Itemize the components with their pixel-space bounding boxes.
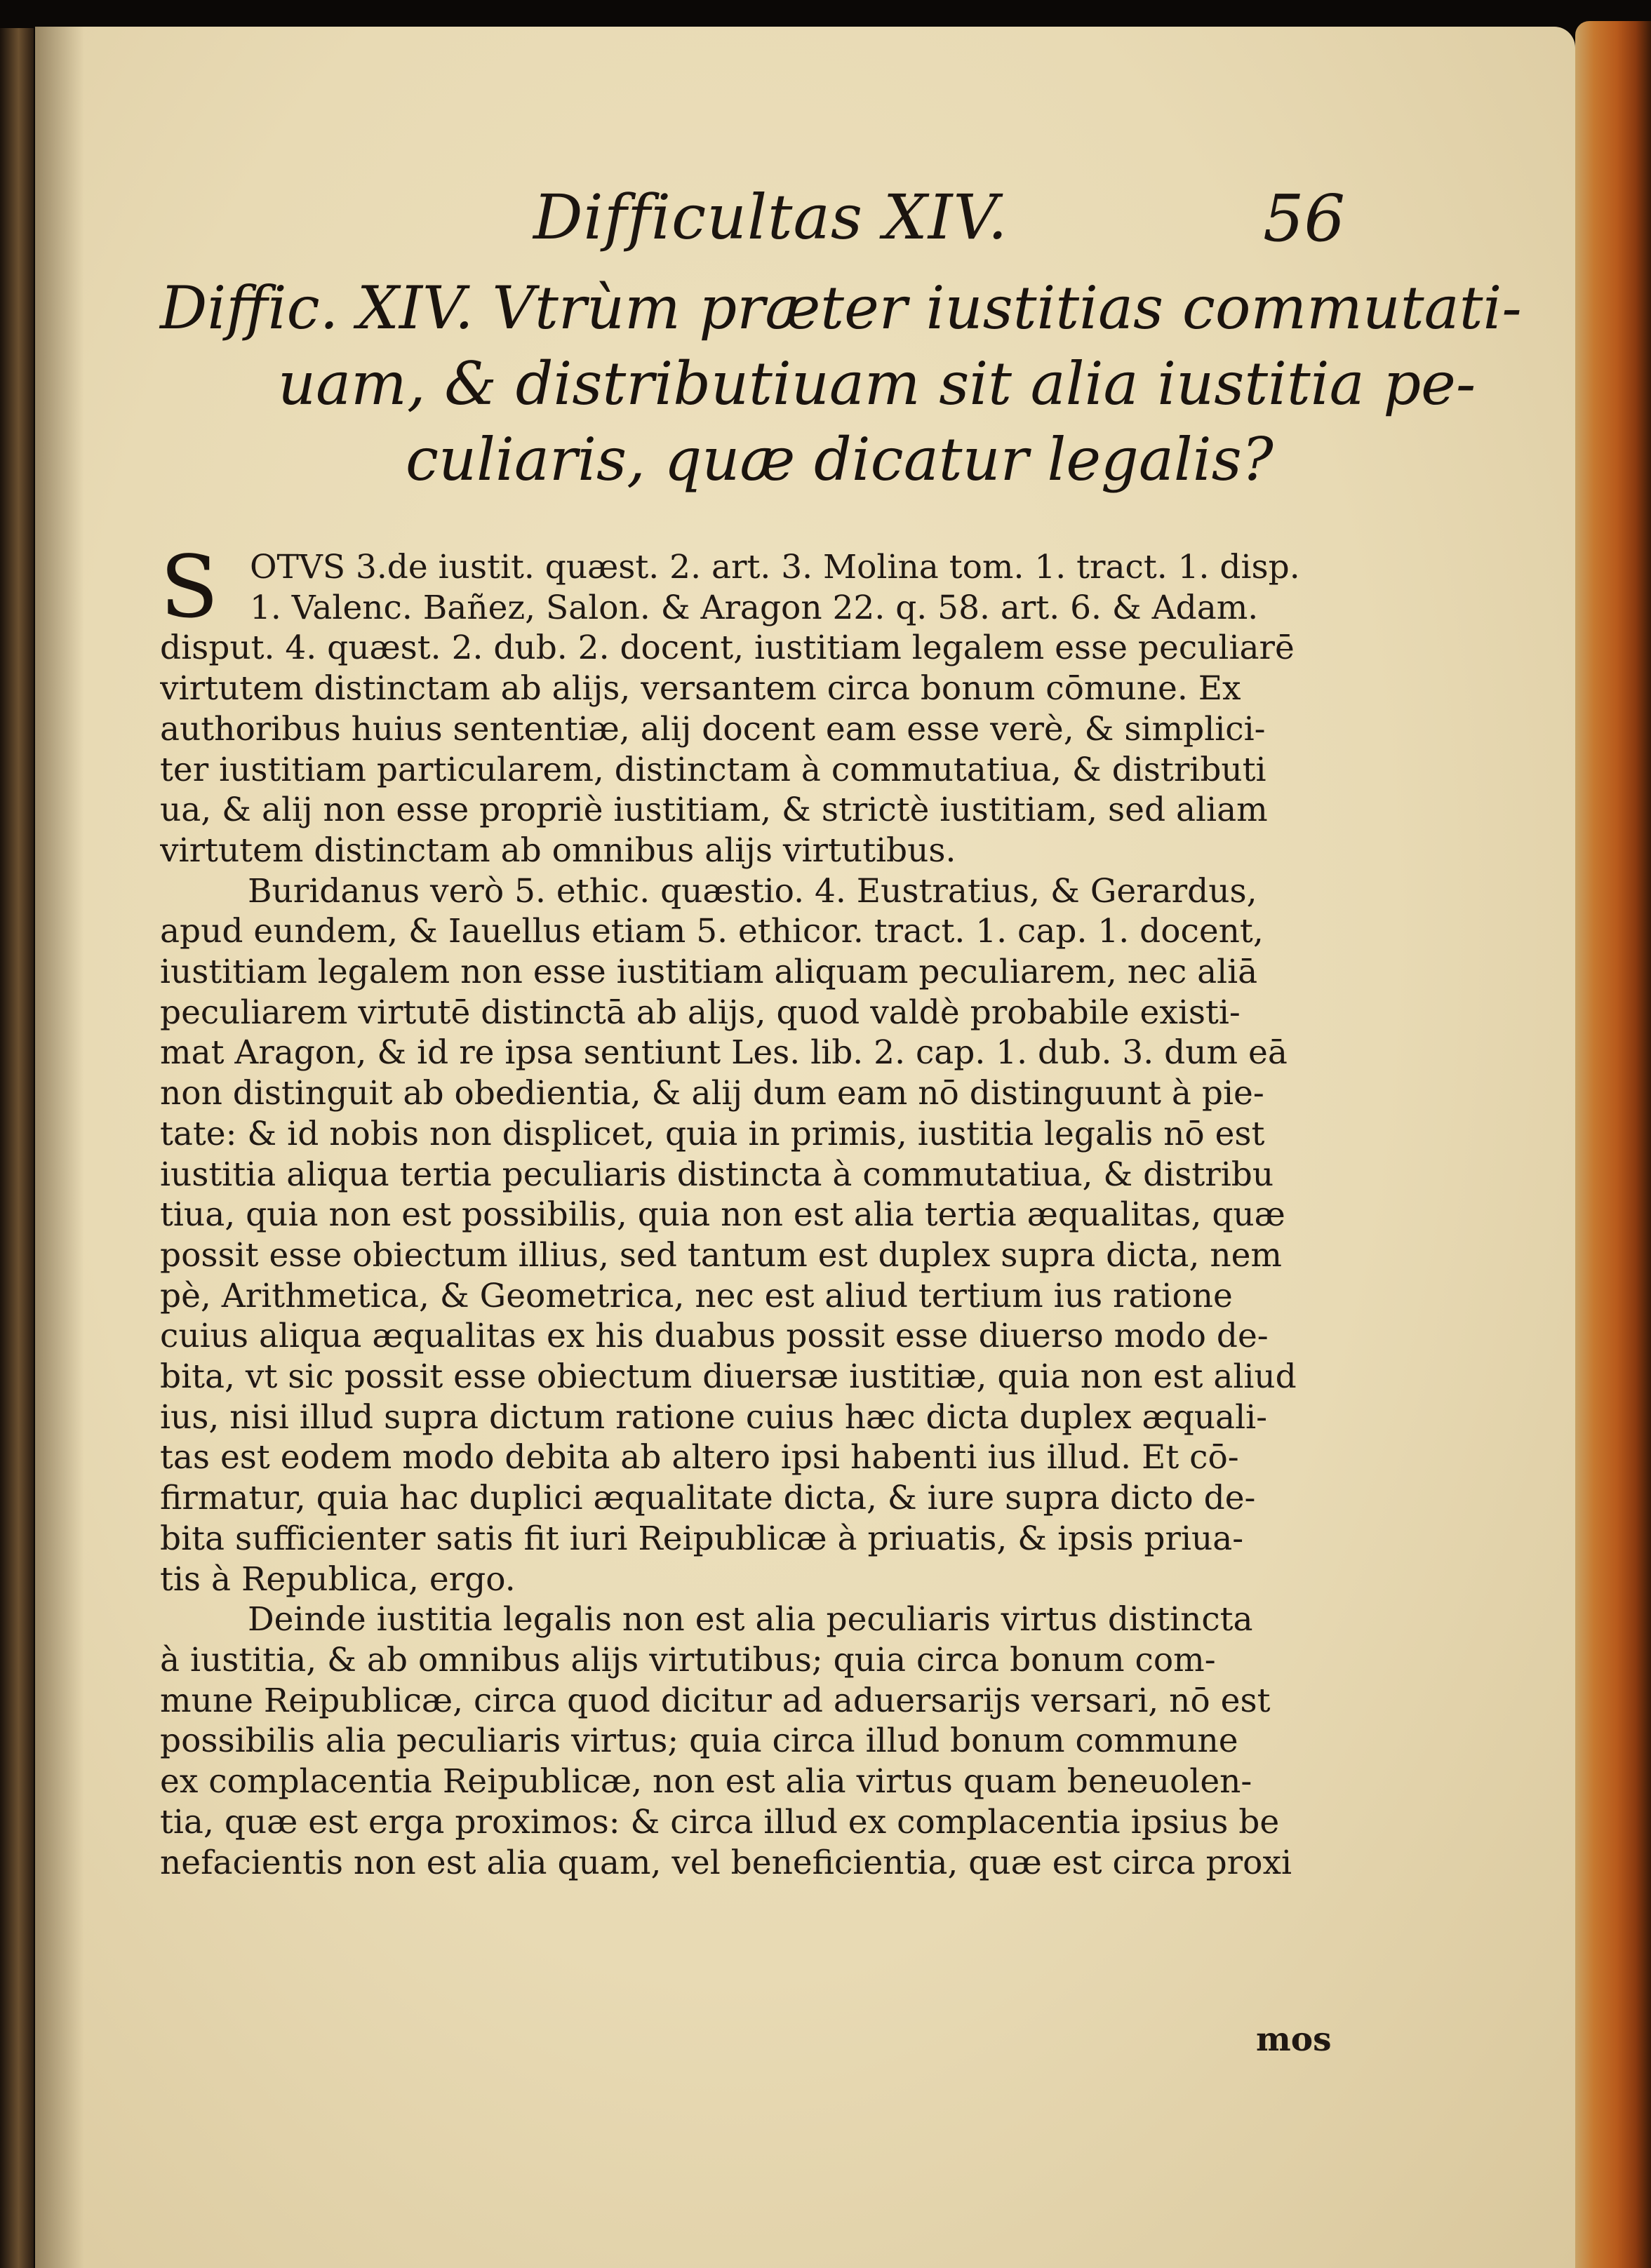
text-line: firmatur, quia hac duplici æqualitate dicta, & iure supra dicto de- (160, 1479, 1256, 1518)
text-line: OTVS 3.de iustit. quæst. 2. art. 3. Molina tom. 1. tract. 1. disp. (250, 548, 1300, 586)
text-line: mat Aragon, & id re ipsa sentiunt Les. lib. 2. cap. 1. dub. 3. dum eā (160, 1033, 1288, 1073)
text-line: à iustitia, & ab omnibus alijs virtutibus; quia circa bonum com- (160, 1640, 1216, 1679)
text-line: nefacientis non est alia quam, vel beneficientia, quæ est circa proxi (160, 1843, 1292, 1882)
text-line: virtutem distinctam ab omnibus alijs virtutibus. (160, 831, 956, 870)
running-title: Difficultas XIV. (533, 181, 1008, 253)
gilt-fore-edge (1575, 21, 1651, 2268)
text-line: tate: & id nobis non displicet, quia in primis, iustitia legalis nō est (160, 1114, 1265, 1153)
drop-cap: S (160, 537, 219, 637)
text-line: Buridanus verò 5. ethic. quæstio. 4. Eustratius, & Gerardus, (248, 871, 1257, 911)
text-line: tiua, quia non est possibilis, quia non est alia tertia æqualitas, quæ (160, 1195, 1285, 1235)
text-line: bita sufficienter satis fit iuri Reipublicæ à priuatis, & ipsis priua- (160, 1519, 1244, 1558)
text-line: bita, vt sic possit esse obiectum diuersæ iustitiæ, quia non est aliud (160, 1357, 1297, 1397)
text-line: cuius aliqua æqualitas ex his duabus possit esse diuerso modo de- (160, 1317, 1269, 1356)
text-line: pè, Arithmetica, & Geometrica, nec est aliud tertium ius ratione (160, 1276, 1233, 1315)
text-line: 1. Valenc. Bañez, Salon. & Aragon 22. q. 58. art. 6. & Adam. (250, 588, 1259, 627)
section-heading (160, 270, 1522, 497)
facing-page-edge (0, 28, 34, 2268)
page-gutter-shadow (35, 27, 84, 2268)
page-number: 56 (1263, 181, 1346, 256)
text-line: Deinde iustitia legalis non est alia peculiaris virtus distincta (248, 1600, 1253, 1639)
body-text (160, 537, 1346, 1883)
text-line: ua, & alij non esse propriè iustitiam, & strictè iustitiam, sed aliam (160, 791, 1268, 830)
heading-line: culiaris, quæ dicatur legalis? (406, 425, 1274, 494)
text-line: apud eundem, & Iauellus etiam 5. ethicor. tract. 1. cap. 1. docent, (160, 912, 1264, 951)
paragraph-2 (160, 871, 1346, 1600)
text-line: tis à Republica, ergo. (160, 1559, 516, 1599)
text-line: ex complacentia Reipublicæ, non est alia virtus quam beneuolen- (160, 1762, 1252, 1801)
paragraph-3 (160, 1599, 1346, 1883)
heading-line: Diffic. XIV. Vtrùm præter iustitias commutati- (160, 274, 1522, 342)
text-line: peculiarem virtutē distinctā ab alijs, quod valdè probabile existi- (160, 993, 1241, 1032)
text-line: virtutem distinctam ab alijs, versantem circa bonum cōmune. Ex (160, 669, 1241, 709)
text-line: possit esse obiectum illius, sed tantum est duplex supra dicta, nem (160, 1235, 1282, 1275)
text-line: possibilis alia peculiaris virtus; quia circa illud bonum commune (160, 1722, 1238, 1761)
text-line: ius, nisi illud supra dictum ratione cuius hæc dicta duplex æquali- (160, 1397, 1268, 1437)
paragraph-1 (160, 537, 1346, 871)
text-line: iustitiam legalem non esse iustitiam aliquam peculiarem, nec aliā (160, 953, 1258, 992)
text-line: tia, quæ est erga proximos: & circa illud ex complacentia ipsius be (160, 1802, 1280, 1841)
text-line: tas est eodem modo debita ab altero ipsi habenti ius illud. Et cō- (160, 1438, 1239, 1477)
text-line: iustitia aliqua tertia peculiaris distincta à commutatiua, & distribu (160, 1155, 1274, 1194)
heading-line: uam, & distributiuam sit alia iustitia pe- (278, 349, 1476, 418)
text-line: ter iustitiam particularem, distinctam à commutatiua, & distributi (160, 750, 1266, 789)
text-line: authoribus huius sententiæ, alij docent eam esse verè, & simplici- (160, 709, 1266, 749)
catchword: mos (1256, 2020, 1332, 2059)
running-head (533, 181, 1375, 265)
text-line: mune Reipublicæ, circa quod dicitur ad aduersarijs versari, nō est (160, 1681, 1271, 1720)
text-line: disput. 4. quæst. 2. dub. 2. docent, iustitiam legalem esse peculiarē (160, 629, 1295, 668)
text-line: non distinguit ab obedientia, & alij dum eam nō distinguunt à pie- (160, 1074, 1264, 1113)
